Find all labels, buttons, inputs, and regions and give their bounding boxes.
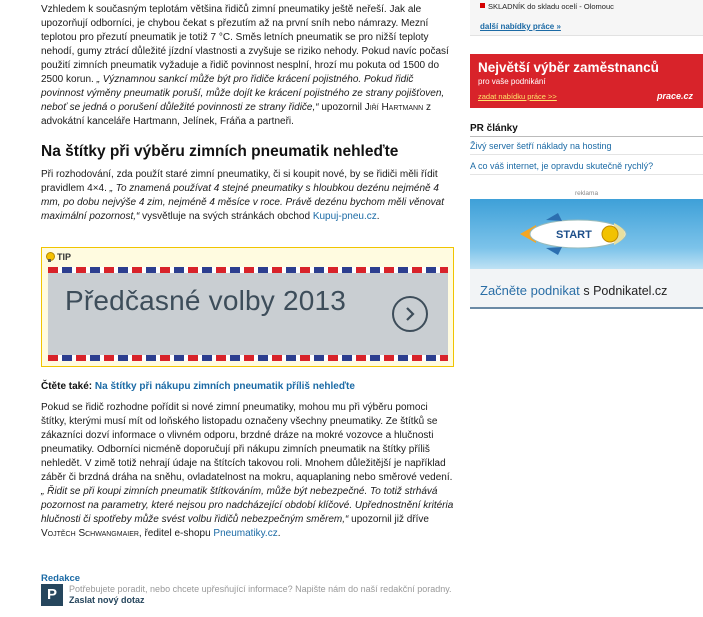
- paragraph-text: .: [376, 211, 380, 222]
- post-job-link[interactable]: zadat nabídku práce >>: [478, 92, 557, 101]
- job-offers-box: [470, 0, 703, 36]
- quote-text: „ Řidit se při koupi zimních pneumatik štítkováním, může být nebezpečné. To totiž strhává pozornost na parametry, které nejsou pro nadcházející období klíčové. Upřednostnění kritéria hlučnosti či spotřeby může svést volbu řidičů nebezpečným směrem,“: [41, 486, 454, 525]
- ad-slogan: [480, 283, 667, 298]
- paragraph-text: , ředitel e-shopu: [138, 528, 214, 539]
- prace-cz-ad[interactable]: [470, 54, 703, 108]
- rocket-icon: [518, 213, 638, 255]
- chevron-right-icon[interactable]: [392, 296, 428, 332]
- ad-slogan-text: Začněte podnikat: [480, 283, 580, 298]
- tricolor-stripe: [48, 267, 448, 273]
- podnikatel-ad[interactable]: [470, 199, 703, 309]
- tip-label: TIP: [57, 252, 72, 262]
- paragraph-text: upozornil: [318, 102, 365, 113]
- lightbulb-icon: [45, 252, 54, 262]
- paragraph-text: z advokátní kanceláře Hartmann, Jelínek, Fráňa a partneři.: [41, 102, 431, 127]
- person-name: Jiří Hartmann: [364, 102, 424, 113]
- divider: [470, 136, 703, 137]
- ad-brand: s Podnikatel.cz: [583, 284, 668, 298]
- read-also-label: Čtěte také:: [41, 381, 93, 392]
- ad-label: reklama: [574, 190, 599, 197]
- paragraph-text: Vzhledem k současným teplotám většina řidičů zimní pneumatiky ještě neřeší. Jak ale upozorňují odborníci, je chybou čekat s přezutím až na první sníh nebo námrazy. Mezní teplotou pro přezutí pneumatik je totiž 7 °C. Směs letních pneumatik se pro nižší teploty nehodí, gumy ztrácí důležité jízdní vlastnosti a zvyšuje se riziko nehody. Pokud navíc počasí použití zimních pneumatik vyžaduje a řidič povinnost nesplní, hrozí mu pokuta od 1500 do 2500 korun.: [41, 4, 449, 85]
- pr-article-link[interactable]: Živý server šetří náklady na hosting: [470, 141, 703, 155]
- send-question-link[interactable]: Zaslat nový dotaz: [69, 595, 145, 605]
- pr-article-link[interactable]: A co váš internet, je opravdu skutečně rychlý?: [470, 161, 703, 175]
- kupuj-pneu-link[interactable]: Kupuj-pneu.cz: [312, 211, 377, 222]
- article-paragraph: [41, 168, 455, 224]
- question-prompt: [69, 584, 469, 606]
- divider: [470, 307, 703, 309]
- section-heading: Na štítky při výběru zimních pneumatik nehleďte: [41, 143, 399, 160]
- paragraph-text: vysvětluje na svých stránkách obchod: [139, 211, 313, 222]
- more-jobs-link[interactable]: další nabídky práce »: [480, 22, 561, 31]
- ad-headline: Největší výběr zaměstnanců: [478, 60, 659, 75]
- person-name: Vojtěch Schwangmaier: [41, 528, 139, 539]
- quote-text: „ To znamená používat 4 stejné pneumatiky s hloubkou dezénu nejméně 4 mm, po dobu nejvýše 4 zim, nejméně 4 měsíce v roce. Právě dezénu bychom měli věnovat maximální pozornost,“: [41, 183, 444, 222]
- tip-box: [41, 247, 454, 367]
- quote-text: „ Významnou sankcí může být pro řidiče krácení pojistného. Pokud řidič povinnost výměny pneumatik poruší, může dojít ke krácení pojistného ze strany pojišťoven, neboť se jedná o porušení důležité povinnosti ze strany řidiče,“: [41, 74, 445, 113]
- read-also: [41, 380, 355, 394]
- paragraph-text: Pokud se řidič rozhodne pořídit si nové zimní pneumatiky, mohou mu při výběru pomoci štítky, kterými musí mít od loňského listopadu označeny všechny pneumatiky. Ze štítků se zákazníci dozví informace o vlivném odporu, brzdné dráze na mokré vozovce a hlučnosti pneumatiky. Odborníci nicméně doporučují při nákupu zimních pneumatik na štítky příliš nehledět. V zimě totiž nehrají údaje na štítcích takovou roli. Mnohem důležitější je například záběr či brzdná dráha na sněhu, ovladatelnost na mokru, aquaplaning nebo směrové vedení.: [41, 402, 453, 483]
- paragraph-text: upozornil již dříve: [348, 514, 429, 525]
- banner-title: Předčasné volby 2013: [65, 285, 347, 316]
- ad-subline: pro vaše podnikání: [478, 77, 546, 86]
- tricolor-stripe: [48, 355, 448, 361]
- read-also-link[interactable]: Na štítky při nákupu zimních pneumatik příliš nehleďte: [94, 381, 355, 392]
- elections-banner[interactable]: [48, 267, 448, 361]
- paragraph-text: Při rozhodování, zda použít staré zimní pneumatiky, či si koupit nové, by se řidiči měli řídit pravidlem 4×4.: [41, 169, 438, 194]
- question-text: Potřebujete poradit, nebo chcete upřesňující informace? Napište nám do naší redakční poradny.: [69, 584, 452, 594]
- paragraph-text: .: [277, 528, 281, 539]
- job-offer-label: SKLADNÍK do skladu ocelí - Olomouc: [488, 2, 614, 11]
- pneumatiky-link[interactable]: Pneumatiky.cz: [213, 528, 278, 539]
- prace-logo: prace.cz: [656, 91, 693, 101]
- article-paragraph: [41, 401, 455, 541]
- article-paragraph: [41, 3, 455, 129]
- tip-header: [45, 250, 71, 264]
- job-offer-item[interactable]: [480, 2, 614, 11]
- bullet-icon: [480, 3, 485, 8]
- poradna-logo: P: [41, 584, 63, 606]
- pr-articles-title: PR články: [470, 123, 518, 134]
- rocket-label: START: [556, 229, 592, 241]
- author-link[interactable]: Redakce: [41, 573, 81, 584]
